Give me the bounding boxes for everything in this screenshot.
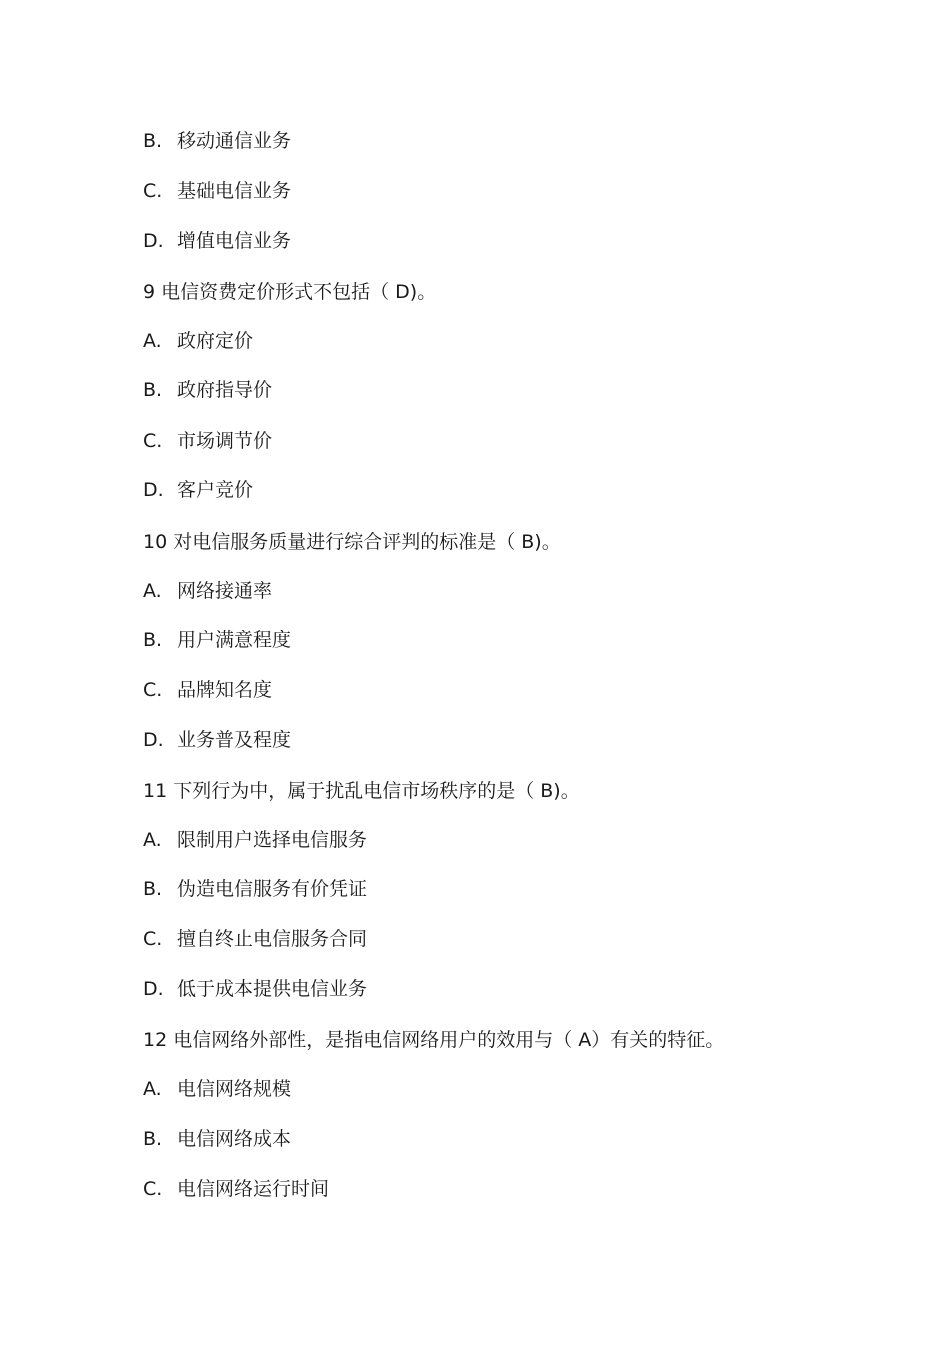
option-line: [143, 877, 367, 901]
option-line: [143, 1127, 291, 1151]
option-line: [143, 1177, 329, 1201]
option-text: 低于成本提供电信业务: [177, 978, 368, 1000]
option-label: C.: [143, 928, 163, 950]
option-line: [143, 977, 367, 1001]
option-label: C.: [143, 180, 163, 202]
option-text: 网络接通率: [177, 580, 273, 602]
option-label: A.: [143, 330, 162, 352]
option-text: 市场调节价: [177, 430, 273, 452]
question-line: [143, 779, 580, 803]
option-text: 用户满意程度: [177, 629, 292, 651]
option-line: [143, 927, 367, 951]
option-line: [143, 579, 272, 603]
option-line: [143, 378, 272, 402]
option-label: B.: [143, 1128, 163, 1150]
option-text: 客户竞价: [177, 479, 254, 501]
option-label: D.: [143, 230, 164, 252]
option-text: 增值电信业务: [177, 230, 292, 252]
question-text: 12 电信网络外部性，是指电信网络用户的效用与（ A）有关的特征。: [143, 1029, 725, 1051]
option-label: A.: [143, 829, 162, 851]
option-text: 政府定价: [177, 330, 254, 352]
option-line: [143, 229, 291, 253]
question-text: 10 对电信服务质量进行综合评判的标准是（ B)。: [143, 531, 561, 553]
option-label: D.: [143, 729, 164, 751]
option-text: 伪造电信服务有价凭证: [177, 878, 368, 900]
option-line: [143, 329, 253, 353]
option-line: [143, 478, 253, 502]
option-label: C.: [143, 1178, 163, 1200]
option-label: C.: [143, 430, 163, 452]
option-text: 政府指导价: [177, 379, 273, 401]
option-text: 电信网络运行时间: [177, 1178, 330, 1200]
option-text: 移动通信业务: [177, 130, 292, 152]
option-text: 品牌知名度: [177, 679, 273, 701]
question-line: [143, 280, 436, 304]
option-text: 业务普及程度: [177, 729, 292, 751]
option-line: [143, 129, 291, 153]
option-label: D.: [143, 479, 164, 501]
option-line: [143, 1077, 291, 1101]
question-line: [143, 530, 561, 554]
option-label: A.: [143, 580, 162, 602]
option-line: [143, 179, 291, 203]
option-text: 电信网络成本: [177, 1128, 292, 1150]
option-line: [143, 429, 272, 453]
option-text: 基础电信业务: [177, 180, 292, 202]
question-line: [143, 1028, 724, 1052]
option-line: [143, 678, 272, 702]
option-label: A.: [143, 1078, 162, 1100]
question-text: 9 电信资费定价形式不包括（ D)。: [143, 281, 437, 303]
option-label: B.: [143, 878, 163, 900]
question-text: 11 下列行为中，属于扰乱电信市场秩序的是（ B)。: [143, 780, 580, 802]
option-label: C.: [143, 679, 163, 701]
option-line: [143, 728, 291, 752]
option-label: D.: [143, 978, 164, 1000]
option-label: B.: [143, 629, 163, 651]
option-line: [143, 628, 291, 652]
option-label: B.: [143, 130, 163, 152]
option-label: B.: [143, 379, 163, 401]
option-text: 限制用户选择电信服务: [177, 829, 368, 851]
option-line: [143, 828, 367, 852]
option-text: 电信网络规模: [177, 1078, 292, 1100]
option-text: 擅自终止电信服务合同: [177, 928, 368, 950]
